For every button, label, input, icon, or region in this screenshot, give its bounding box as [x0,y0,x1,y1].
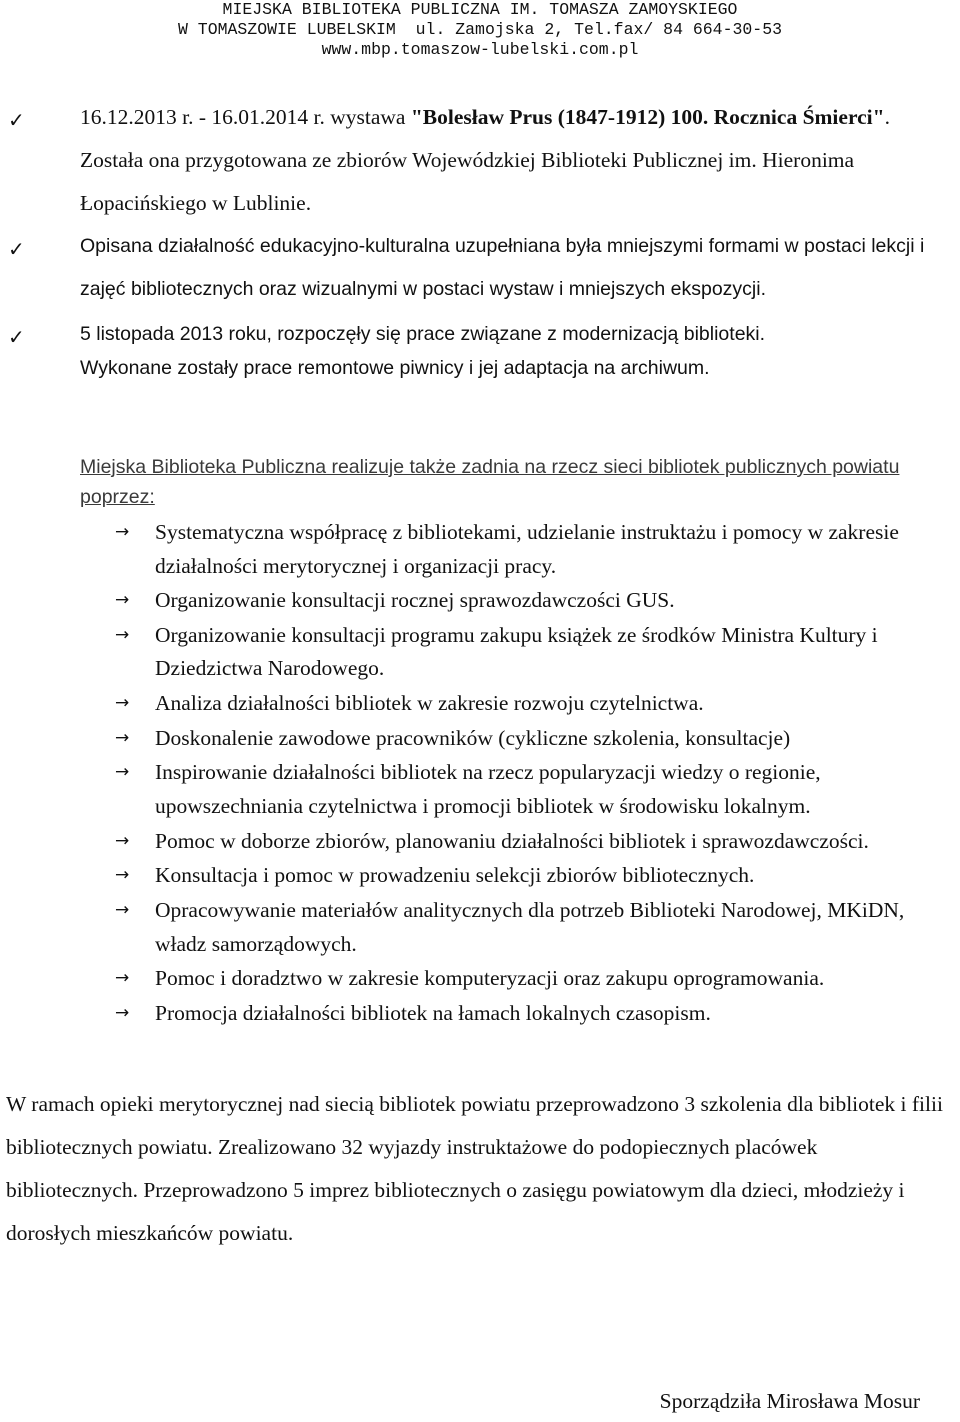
checklist-item [0,317,960,385]
exhibition-title: "Bolesław Prus (1847-1912) 100. Rocznica Śmierci" [410,105,885,129]
list-item [0,722,960,756]
checklist-item-text: Opisana działalność edukacyjno-kulturalna uzupełniana była mniejszymi formami w postaci lekcji i zajęć bibliotecznych oraz wizualnymi w postaci wystaw i mniejszych ekspozycji. [80,235,925,300]
section-heading: Miejska Biblioteka Publiczna realizuje także zadnia na rzecz sieci bibliotek publicznych powiatu poprzez: [80,456,900,508]
right-arrow-icon: → [115,1002,130,1023]
list-item-text: Pomoc w doborze zbiorów, planowaniu działalności bibliotek i sprawozdawczości. [155,828,869,853]
check-mark-icon: ✓ [8,237,25,261]
right-arrow-icon: → [115,624,130,645]
list-item-text: Organizowanie konsultacji programu zakupu książek ze środków Ministra Kultury i Dziedzictwa Narodowego. [155,622,878,681]
author-signature: Sporządziła Mirosława Mosur [659,1389,920,1413]
letterhead-website: www.mbp.tomaszow-lubelski.com.pl [321,40,639,59]
checklist-item [0,96,960,225]
right-arrow-icon: → [115,590,130,611]
summary-paragraph: W ramach opieki merytorycznej nad siecią bibliotek powiatu przeprowadzono 3 szkolenia dla bibliotek i filii bibliotecznych powiatu. Zrealizowano 32 wyjazdy instruktażowe do podopiecznych placówek bibliotecznych. Przeprowadzono 5 imprez bibliotecznych o zasięgu powiatowym dla dzieci, młodzieży i dorosłych mieszkańców powiatu. [6,1092,943,1245]
list-item-text: Systematyczna współpracę z bibliotekami, udzielanie instruktażu i pomocy w zakresie działalności merytorycznej i organizacji pracy. [155,520,899,578]
list-item [0,894,960,961]
list-item [0,825,960,859]
list-item-text: Inspirowanie działalności bibliotek na rzecz popularyzacji wiedzy o regionie, upowszechniania czytelnictwa i promocji bibliotek w środowisku lokalnym. [155,760,821,818]
network-tasks-list [0,516,960,1032]
exhibition-dates: 16.12.2013 r. - 16.01.2014 r. wystawa [80,105,411,129]
list-item [0,619,960,686]
checklist-item-text-continued: Wykonane zostały prace remontowe piwnicy i jej adaptacja na archiwum. [80,357,710,379]
list-item-text: Analiza działalności bibliotek w zakresie rozwoju czytelnictwa. [155,691,704,716]
list-item [0,997,960,1031]
check-mark-icon: ✓ [8,325,25,349]
list-item [0,962,960,996]
letterhead-name: MIEJSKA BIBLIOTEKA PUBLICZNA IM. TOMASZA ZAMOYSKIEGO [222,0,738,19]
checklist-item [0,225,960,311]
exhibition-description: . Została ona przygotowana ze zbiorów Wojewódzkiej Biblioteki Publicznej im. Hieronima Łopacińskiego w Lublinie. [80,105,890,215]
right-arrow-icon: → [115,900,130,920]
list-item-text: Konsultacja i pomoc w prowadzeniu selekcji zbiorów bibliotecznych. [155,863,755,888]
right-arrow-icon: → [115,762,130,783]
list-item-text: Doskonalenie zawodowe pracowników (cykliczne szkolenia, konsultacje) [155,725,791,750]
list-item-text: Opracowywanie materiałów analitycznych dla potrzeb Biblioteki Narodowej, MKiDN, władz samorządowych. [155,898,905,956]
list-item-text: Pomoc i doradztwo w zakresie komputeryzacji oraz zakupu oprogramowania. [155,966,825,991]
library-letterhead [0,0,960,60]
list-item [0,584,960,618]
checklist-item-text: 5 listopada 2013 roku, rozpoczęły się prace związane z modernizacją biblioteki. [80,323,766,345]
letterhead-address: W TOMASZOWIE LUBELSKIM ul. Zamojska 2, Tel.fax/ 84 664-30-53 [178,20,782,39]
list-item [0,756,960,823]
right-arrow-icon: → [115,522,130,542]
right-arrow-icon: → [115,727,130,748]
right-arrow-icon: → [115,968,130,989]
activity-checklist [0,96,960,385]
right-arrow-icon: → [115,693,130,714]
list-item [0,516,960,583]
list-item [0,687,960,721]
list-item-text: Organizowanie konsultacji rocznej sprawozdawczości GUS. [155,588,675,613]
list-item-text: Promocja działalności bibliotek na łamach lokalnych czasopism. [155,1000,711,1025]
right-arrow-icon: → [115,830,130,851]
list-item [0,859,960,893]
check-mark-icon: ✓ [8,108,25,132]
right-arrow-icon: → [115,865,130,886]
